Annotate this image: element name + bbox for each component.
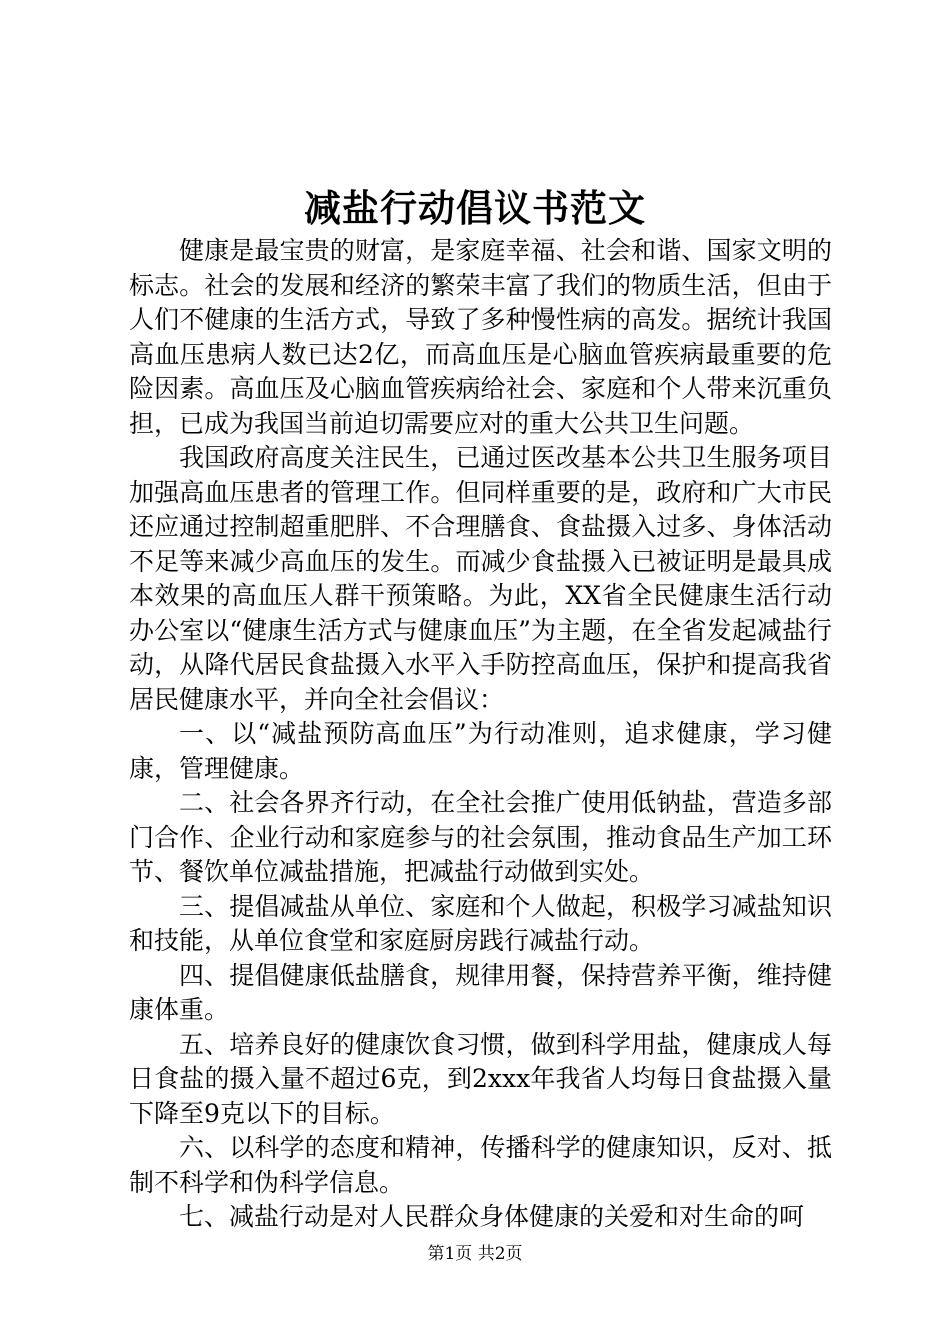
paragraph-4: 二、社会各界齐行动，在全社会推广使用低钠盐，营造多部门合作、企业行动和家庭参与的社会氛围，推动食品生产加工环节、餐饮单位减盐措施，把减盐行动做到实处。: [129, 788, 832, 886]
paragraph-6: 四、提倡健康低盐膳食，规律用餐，保持营养平衡，维持健康体重。: [129, 960, 832, 1024]
paragraph-9: 七、减盐行动是对人民群众身体健康的关爱和对生命的呵: [179, 1202, 805, 1231]
page-footer: 第1页 共2页: [427, 1244, 523, 1264]
document-body: [129, 234, 832, 1235]
paragraph-8: 六、以科学的态度和精神，传播科学的健康知识，反对、抵制不科学和伪科学信息。: [129, 1133, 832, 1197]
paragraph-5: 三、提倡减盐从单位、家庭和个人做起，积极学习减盐知识和技能，从单位食堂和家庭厨房践行减盐行动。: [129, 891, 832, 955]
paragraph-2: 我国政府高度关注民生，已通过医改基本公共卫生服务项目加强高血压患者的管理工作。但同样重要的是，政府和广大市民还应通过控制超重肥胖、不合理膳食、食盐摄入过多、身体活动不足等来减少高血压的发生。而减少食盐摄入已被证明是最具成本效果的高血压人群干预策略。为此，XX省全民健康生活行动办公室以“健康生活方式与健康血压”为主题，在全省发起减盐行动，从降代居民食盐摄入水平入手防控高血压，保护和提高我省居民健康水平，并向全社会倡议：: [129, 443, 832, 714]
document-title: 减盐行动倡议书范文: [304, 186, 646, 230]
paragraph-7: 五、培养良好的健康饮食习惯，做到科学用盐，健康成人每日食盐的摄入量不超过6克，到2xxx年我省人均每日食盐摄入量下降至9克以下的目标。: [129, 1029, 832, 1128]
paragraph-3: 一、以“减盐预防高血压”为行动准则，追求健康，学习健康，管理健康。: [129, 719, 832, 783]
paragraph-1: 健康是最宝贵的财富，是家庭幸福、社会和谐、国家文明的标志。社会的发展和经济的繁荣丰富了我们的物质生活，但由于人们不健康的生活方式，导致了多种慢性病的高发。据统计我国高血压患病人数已达2亿，而高血压是心脑血管疾病最重要的危险因素。高血压及心脑血管疾病给社会、家庭和个人带来沉重负担，已成为我国当前迫切需要应对的重大公共卫生问题。: [129, 236, 832, 438]
